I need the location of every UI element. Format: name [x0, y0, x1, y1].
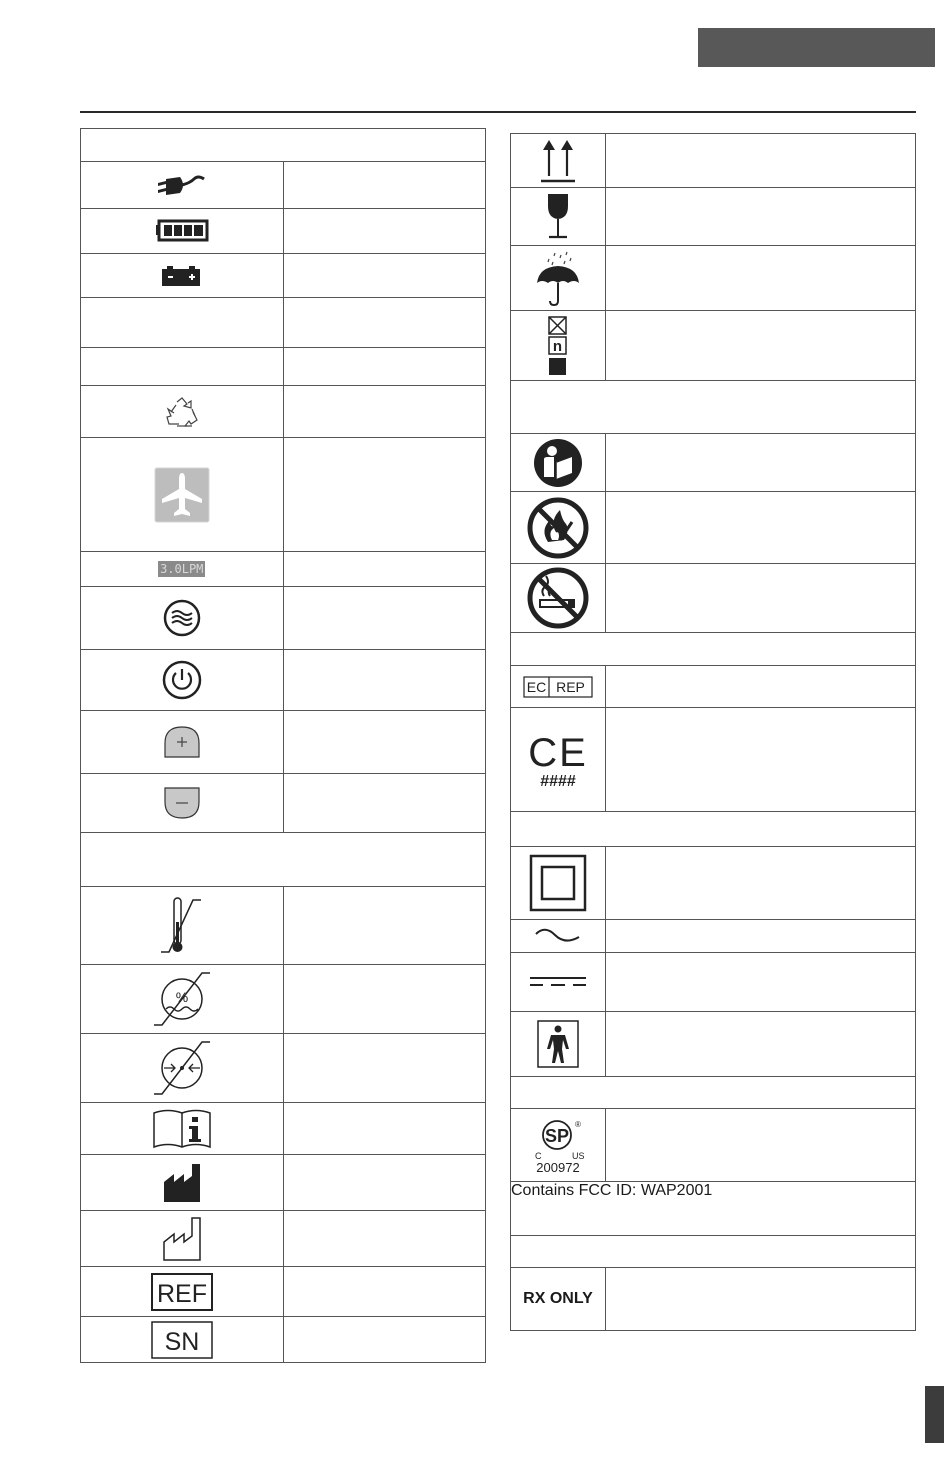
- ce-mark-icon: [511, 708, 606, 812]
- symbol-description: [283, 587, 486, 650]
- svg-text:SP: SP: [544, 1126, 570, 1146]
- notified-body-number: ####: [540, 772, 576, 790]
- symbol-description: [283, 209, 486, 254]
- chapter-tab: [698, 28, 935, 67]
- type-bf-applied-part-icon: [511, 1012, 606, 1077]
- ec-rep-icon: [511, 666, 606, 708]
- humidity-limit-icon: [81, 965, 284, 1034]
- this-way-up-icon: [511, 134, 606, 188]
- manufacturer-icon: [81, 1155, 284, 1211]
- symbol-description: [606, 246, 916, 311]
- plus-button-icon: [81, 711, 284, 774]
- rx-only-label: RX ONLY: [511, 1268, 606, 1331]
- symbol-description: [606, 434, 916, 492]
- date-of-manufacture-icon: [81, 1211, 284, 1267]
- section-header: [511, 812, 916, 847]
- symbol-description: [283, 162, 486, 209]
- symbol-description: [283, 774, 486, 833]
- serial-number-icon: [81, 1317, 284, 1363]
- csa-certificate-number: 200972: [536, 1160, 580, 1175]
- temperature-limit-icon: [81, 887, 284, 965]
- symbol-description: [283, 254, 486, 298]
- csa-mark-icon: [511, 1109, 606, 1182]
- symbol-description: [606, 1012, 916, 1077]
- section-header: [511, 1236, 916, 1268]
- symbol-description: [283, 552, 486, 587]
- blank-icon-cell: [81, 298, 284, 348]
- symbol-description: [283, 887, 486, 965]
- symbol-description: [283, 711, 486, 774]
- ref-label: REF: [156, 1279, 207, 1308]
- symbol-description: [283, 348, 486, 386]
- symbol-description: [606, 1268, 916, 1331]
- no-smoking-icon: [511, 564, 606, 633]
- battery-full-icon: [81, 209, 284, 254]
- left-symbol-table: [80, 128, 486, 1363]
- power-button-icon: [81, 650, 284, 711]
- page-edge-tab: [925, 1386, 944, 1443]
- svg-text:®: ®: [575, 1120, 581, 1129]
- symbol-description: [283, 1103, 486, 1155]
- consult-instructions-icon: [81, 1103, 284, 1155]
- symbol-description: [283, 1317, 486, 1363]
- stack-count-label: n: [552, 337, 563, 355]
- no-open-flame-icon: [511, 492, 606, 564]
- rep-label: REP: [556, 678, 585, 695]
- minus-button-icon: [81, 774, 284, 833]
- fragile-icon: [511, 188, 606, 246]
- lcd-display-icon: [81, 552, 284, 587]
- symbol-description: [283, 1211, 486, 1267]
- sn-label: SN: [164, 1327, 200, 1356]
- class-ii-icon: [511, 847, 606, 920]
- direct-current-icon: [511, 953, 606, 1012]
- section-header: [81, 129, 486, 162]
- alternating-current-icon: [511, 920, 606, 953]
- section-header: [81, 833, 486, 887]
- symbol-description: [283, 965, 486, 1034]
- recycle-icon: [81, 386, 284, 438]
- ce-label: CE: [528, 730, 588, 775]
- fcc-id-text: Contains FCC ID: WAP2001: [511, 1182, 916, 1236]
- symbol-description: [283, 298, 486, 348]
- reference-number-icon: [81, 1267, 284, 1317]
- section-header: [511, 1077, 916, 1109]
- ac-power-plug-icon: [81, 162, 284, 209]
- header-rule: [80, 111, 916, 113]
- csa-us-label: US: [572, 1151, 585, 1161]
- svg-text:%: %: [175, 989, 188, 1005]
- symbol-description: [606, 134, 916, 188]
- section-header: [511, 381, 916, 434]
- pressure-limit-icon: [81, 1034, 284, 1103]
- ec-label: EC: [526, 678, 547, 695]
- section-header: [511, 633, 916, 666]
- symbol-description: [606, 953, 916, 1012]
- right-symbol-table: [510, 133, 916, 1331]
- symbol-description: [606, 564, 916, 633]
- dc-battery-icon: [81, 254, 284, 298]
- keep-dry-icon: [511, 246, 606, 311]
- symbol-description: [606, 1109, 916, 1182]
- lcd-readout: 3.0LPM: [160, 562, 204, 576]
- symbol-description: [606, 492, 916, 564]
- stacking-limit-icon: [511, 311, 606, 381]
- symbol-description: [606, 666, 916, 708]
- symbol-description: [606, 311, 916, 381]
- flow-mode-button-icon: [81, 587, 284, 650]
- blank-icon-cell: [81, 348, 284, 386]
- airplane-icon: [81, 438, 284, 552]
- symbol-description: [283, 438, 486, 552]
- symbol-description: [283, 1267, 486, 1317]
- symbol-description: [283, 650, 486, 711]
- symbol-description: [606, 708, 916, 812]
- symbol-description: [606, 847, 916, 920]
- symbol-description: [283, 1034, 486, 1103]
- symbol-description: [606, 188, 916, 246]
- csa-c-label: C: [535, 1151, 542, 1161]
- symbol-description: [283, 386, 486, 438]
- symbol-description: [283, 1155, 486, 1211]
- symbol-description: [606, 920, 916, 953]
- read-manual-icon: [511, 434, 606, 492]
